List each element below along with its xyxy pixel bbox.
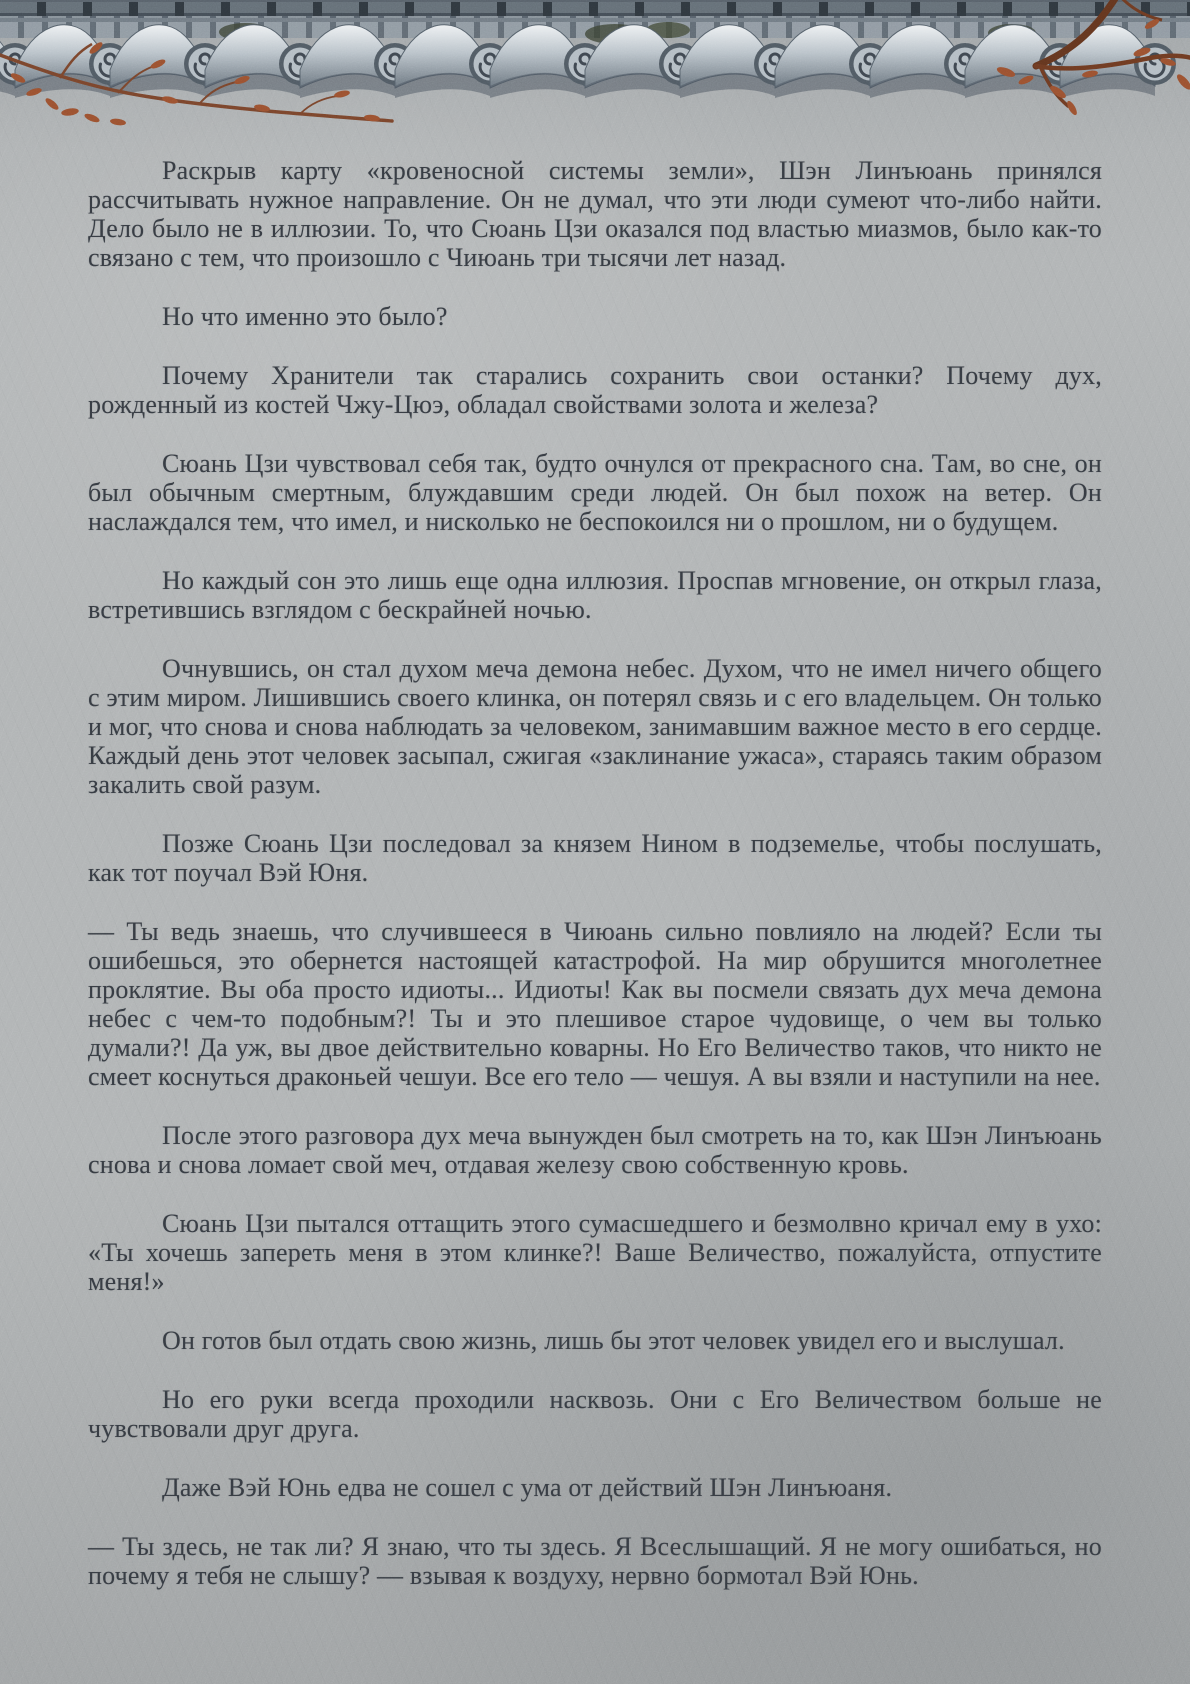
paragraph: Он готов был отдать свою жизнь, лишь бы этот человек увидел его и выслушал. <box>162 1326 1065 1355</box>
paragraph: Но что именно это было? <box>162 302 448 331</box>
paragraph: Очнувшись, он стал духом меча демона небес. Духом, что не имел ничего общего с этим миром. Лишившись своего клинка, он потерял связь и с его владельцем. Он только и мог, что снова и снова наблюдать за человеком, занимавшим важное место в его сердце. Каждый день этот человек засыпал, сжигая «заклинание ужаса», стараясь таким образом закалить свой разум. <box>88 654 1102 799</box>
paragraph: Но его руки всегда проходили насквозь. Они с Его Величеством больше не чувствовали друг друга. <box>88 1385 1102 1443</box>
paragraph-list <box>88 156 1102 1590</box>
chapter-text <box>88 0 1102 1620</box>
paragraph: Но каждый сон это лишь еще одна иллюзия. Проспав мгновение, он открыл глаза, встретившись взглядом с бескрайней ночью. <box>88 566 1102 624</box>
paragraph: — Ты ведь знаешь, что случившееся в Чиюань сильно повлияло на людей? Если ты ошибешься, это обернется настоящей катастрофой. На мир обрушится многолетнее проклятие. Вы оба просто идиоты... Идиоты! Как вы посмели связать дух меча демона небес с чем-то подобным?! Ты и это плешивое старое чудовище, о чем вы только думали?! Да уж, вы двое действительно коварны. Но Его Величество таков, что никто не смеет коснуться драконьей чешуи. Все его тело — чешуя. А вы взяли и наступили на нее. <box>88 917 1102 1091</box>
paragraph: Сюань Цзи пытался оттащить этого сумасшедшего и безмолвно кричал ему в ухо: «Ты хочешь запереть меня в этом клинке?! Ваше Величество, пожалуйста, отпустите меня!» <box>88 1209 1102 1296</box>
paragraph: — Ты здесь, не так ли? Я знаю, что ты здесь. Я Всеслышащий. Я не могу ошибаться, но почему я тебя не слышу? — взывая к воздуху, нервно бормотал Вэй Юнь. <box>88 1532 1102 1590</box>
paragraph: Позже Сюань Цзи последовал за князем Нином в подземелье, чтобы послушать, как тот поучал Вэй Юня. <box>88 829 1102 887</box>
paragraph: Почему Хранители так старались сохранить свои останки? Почему дух, рожденный из костей Чжу-Цюэ, обладал свойствами золота и железа? <box>88 361 1102 419</box>
paragraph: Даже Вэй Юнь едва не сошел с ума от действий Шэн Линъюаня. <box>162 1473 893 1502</box>
paragraph: После этого разговора дух меча вынужден был смотреть на то, как Шэн Линъюань снова и снова ломает свой меч, отдавая железу свою собственную кровь. <box>88 1121 1102 1179</box>
paragraph: Раскрыв карту «кровеносной системы земли», Шэн Линъюань принялся рассчитывать нужное направление. Он не думал, что эти люди сумеют что-либо найти. Дело было не в иллюзии. То, что Сюань Цзи оказался под властью миазмов, было как-то связано с тем, что произошло с Чиюань три тысячи лет назад. <box>88 156 1102 272</box>
paragraph: Сюань Цзи чувствовал себя так, будто очнулся от прекрасного сна. Там, во сне, он был обычным смертным, блуждавшим среди людей. Он был похож на ветер. Он наслаждался тем, что имел, и нисколько не беспокоился ни о прошлом, ни о будущем. <box>88 449 1102 536</box>
